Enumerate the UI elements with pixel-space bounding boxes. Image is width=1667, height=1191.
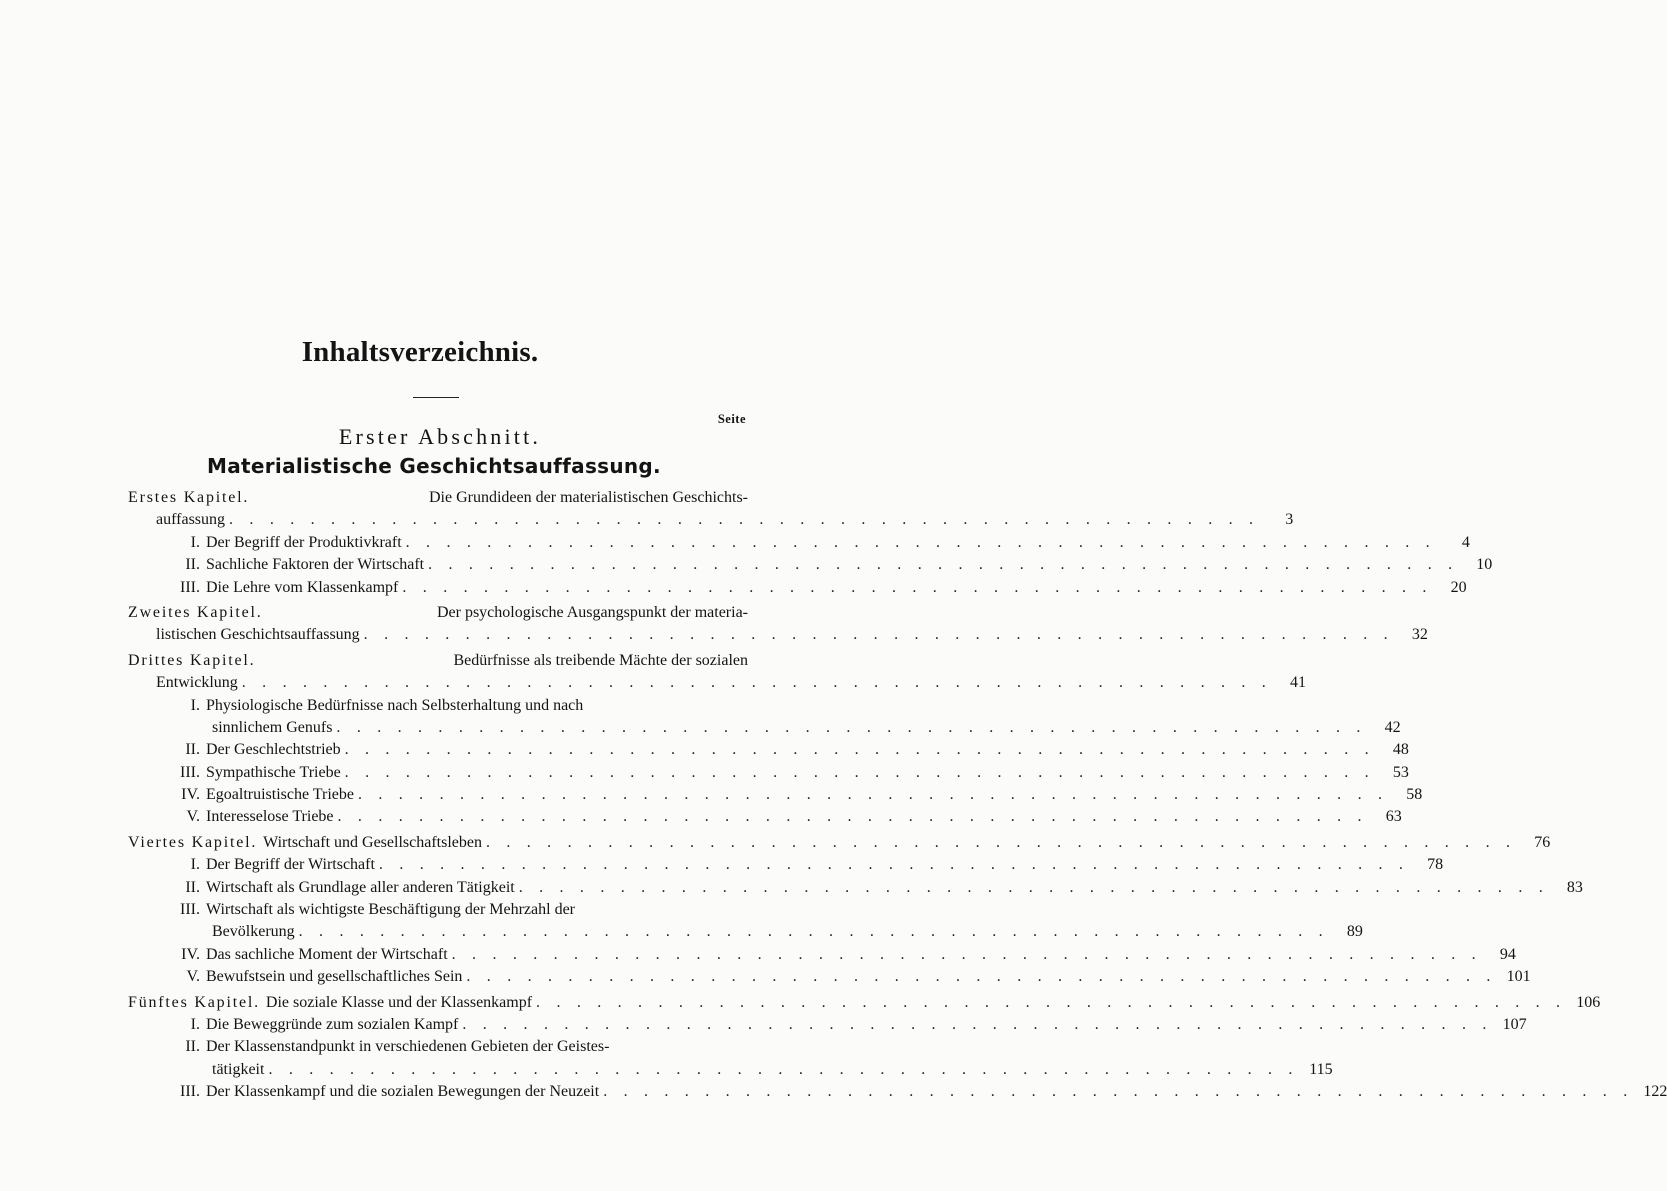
dot-leader: . . . . . . . . . . . . . . . . . . . . . . . . . . . . . . . . . . . . . . . . . . . . . . . . . . . [536, 993, 1567, 1011]
toc-subsection-row [128, 944, 1516, 966]
chapter-title-continued: Entwicklung [156, 674, 238, 692]
section-subtitle: Materialistische Geschichtsauffassung. [207, 454, 661, 478]
chapter-title: Bedürfnisse als treibende Mächte der sozialen [453, 651, 748, 669]
page-number: 106 [1576, 993, 1601, 1011]
chapter-heading-continuation [128, 624, 1428, 646]
dot-leader: . . . . . . . . . . . . . . . . . . . . . . . . . . . . . . . . . . . . . . . . . . . . . . . . . . . [363, 626, 1394, 644]
subsection-title: Sympathische Triebe [206, 763, 341, 781]
chapter-title: Der psychologische Ausgangspunkt der materia- [436, 603, 748, 621]
page-number: 53 [1392, 763, 1409, 781]
dot-leader: . . . . . . . . . . . . . . . . . . . . . . . . . . . . . . . . . . . . . . . . . . . . . . . . . . . [337, 808, 1368, 826]
subsection-number: V. [186, 808, 200, 826]
chapter-title-continued: auffassung [156, 511, 226, 529]
subsection-number: III. [180, 578, 200, 596]
subsection-title: Der Klassenkampf und die sozialen Bewegungen der Neuzeit [206, 1083, 600, 1101]
page-number: 42 [1384, 718, 1401, 736]
dot-leader: . . . . . . . . . . . . . . . . . . . . . . . . . . . . . . . . . . . . . . . . . . . . . . . . . . . [462, 1015, 1493, 1033]
page-number: 83 [1566, 878, 1583, 896]
subsection-number: III. [180, 901, 200, 919]
subsection-title: Das sachliche Moment der Wirtschaft [206, 945, 448, 963]
page-number: 78 [1427, 856, 1444, 874]
toc-chapter-entry [128, 989, 1667, 1104]
subsection-number: II. [185, 1038, 200, 1056]
title-divider [413, 397, 459, 398]
subsection-title: Wirtschaft als Grundlage aller anderen Tätigkeit [206, 878, 515, 896]
page-number: 20 [1450, 578, 1467, 596]
chapter-heading-row [128, 992, 1601, 1014]
subsection-title: Interesselose Triebe [206, 808, 334, 826]
page-number: 10 [1476, 556, 1493, 574]
page-number: 101 [1506, 968, 1531, 986]
chapter-heading-row [128, 832, 1551, 854]
subsection-number: I. [190, 696, 200, 714]
page-number: 63 [1385, 808, 1402, 826]
subsection-number: III. [180, 763, 200, 781]
subsection-title: Die Lehre vom Klassenkampf [206, 578, 399, 596]
subsection-title: Der Klassenstandpunkt in verschiedenen Gebieten der Geistes- [206, 1038, 610, 1056]
chapter-label: Drittes Kapitel. [128, 651, 256, 669]
subsection-title-continued: sinnlichem Genufs [212, 718, 333, 736]
table-of-contents [128, 487, 1667, 1104]
toc-subsection-row [128, 554, 1493, 576]
chapter-label: Viertes Kapitel. [128, 833, 258, 851]
toc-subsection-row [128, 966, 1531, 988]
dot-leader: . . . . . . . . . . . . . . . . . . . . . . . . . . . . . . . . . . . . . . . . . . . . . . . . . . . [402, 578, 1433, 596]
chapter-title: Wirtschaft und Gesellschaftsleben [263, 833, 482, 851]
dot-leader: . . . . . . . . . . . . . . . . . . . . . . . . . . . . . . . . . . . . . . . . . . . . . . . . . . . [268, 1060, 1299, 1078]
subsection-title-continued: tätigkeit [212, 1060, 265, 1078]
toc-subsection-continuation [128, 1059, 1333, 1081]
subsection-number: I. [190, 533, 200, 551]
page-number: 122 [1643, 1083, 1667, 1101]
page-title: Inhaltsverzeichnis. [301, 336, 539, 368]
toc-subsection-row [128, 784, 1423, 806]
page-number: 115 [1309, 1060, 1333, 1078]
page-number: 32 [1411, 626, 1428, 644]
subsection-number: II. [185, 741, 200, 759]
toc-chapter-entry [128, 829, 1583, 989]
dot-leader: . . . . . . . . . . . . . . . . . . . . . . . . . . . . . . . . . . . . . . . . . . . . . . . . . . . [378, 856, 1410, 874]
toc-subsection-row [128, 899, 748, 921]
chapter-title-continued: listischen Geschichtsauffassung [156, 626, 360, 644]
chapter-label: Fünftes Kapitel. [128, 993, 260, 1011]
chapter-heading-row [128, 487, 748, 509]
toc-subsection-row [128, 695, 748, 717]
subsection-title-continued: Bevölkerung [212, 923, 295, 941]
subsection-title: Der Geschlechtstrieb [206, 741, 341, 759]
subsection-number: IV. [181, 786, 200, 804]
dot-leader: . . . . . . . . . . . . . . . . . . . . . . . . . . . . . . . . . . . . . . . . . . . . . . . . . . . [344, 741, 1375, 759]
toc-subsection-row [128, 1014, 1527, 1036]
page-number: 4 [1461, 533, 1470, 551]
subsection-number: I. [190, 1015, 200, 1033]
page-number: 76 [1534, 833, 1551, 851]
toc-subsection-row [128, 1081, 1667, 1103]
subsection-title: Die Beweggründe zum sozialen Kampf [206, 1015, 459, 1033]
subsection-number: IV. [181, 945, 200, 963]
subsection-title: Egoaltruistische Triebe [206, 786, 354, 804]
dot-leader: . . . . . . . . . . . . . . . . . . . . . . . . . . . . . . . . . . . . . . . . . . . . . . . . . . . [451, 945, 1482, 963]
page-number: 107 [1502, 1015, 1527, 1033]
section-title: Erster Abschnitt. [338, 424, 542, 449]
dot-leader: . . . . . . . . . . . . . . . . . . . . . . . . . . . . . . . . . . . . . . . . . . . . . . . . . . . [603, 1083, 1634, 1101]
subsection-number: II. [185, 556, 200, 574]
chapter-label: Zweites Kapitel. [128, 603, 263, 621]
subsection-title: Wirtschaft als wichtigste Beschäftigung der Mehrzahl der [206, 901, 576, 919]
toc-subsection-row [128, 762, 1409, 784]
dot-leader: . . . . . . . . . . . . . . . . . . . . . . . . . . . . . . . . . . . . . . . . . . . . . . . . . . . [485, 833, 1517, 851]
page-column-label: Seite [717, 412, 746, 426]
dot-leader: . . . . . . . . . . . . . . . . . . . . . . . . . . . . . . . . . . . . . . . . . . . . . . . . . . . [229, 511, 1260, 529]
chapter-title: Die soziale Klasse und der Klassenkampf [265, 993, 533, 1011]
subsection-title: Der Begriff der Produktivkraft [206, 533, 402, 551]
subsection-title: Bewufstsein und gesellschaftliches Sein [206, 968, 463, 986]
subsection-number: I. [190, 856, 200, 874]
toc-subsection-row [128, 1036, 748, 1058]
subsection-title: Sachliche Faktoren der Wirtschaft [206, 556, 425, 574]
toc-subsection-row [128, 577, 1467, 599]
dot-leader: . . . . . . . . . . . . . . . . . . . . . . . . . . . . . . . . . . . . . . . . . . . . . . . . . . . [241, 674, 1272, 692]
dot-leader: . . . . . . . . . . . . . . . . . . . . . . . . . . . . . . . . . . . . . . . . . . . . . . . . . . . [344, 763, 1375, 781]
page-number: 3 [1285, 511, 1294, 529]
toc-subsection-continuation [128, 717, 1401, 739]
chapter-label: Erstes Kapitel. [128, 489, 250, 506]
subsection-number: III. [180, 1083, 200, 1101]
subsection-title: Physiologische Bedürfnisse nach Selbsterhaltung und nach [206, 696, 584, 714]
chapter-heading-continuation [128, 509, 1294, 531]
chapter-heading-row [128, 602, 748, 624]
subsection-number: V. [186, 968, 200, 986]
page-number: 58 [1406, 786, 1423, 804]
toc-subsection-row [128, 854, 1444, 876]
page-number: 89 [1346, 923, 1363, 941]
dot-leader: . . . . . . . . . . . . . . . . . . . . . . . . . . . . . . . . . . . . . . . . . . . . . . . . . . . [298, 923, 1329, 941]
toc-chapter-entry [128, 487, 1493, 599]
subsection-title: Der Begriff der Wirtschaft [206, 856, 375, 874]
toc-subsection-row [128, 877, 1583, 899]
toc-subsection-row [128, 532, 1470, 554]
chapter-title: Die Grundideen der materialistischen Geschichts- [429, 489, 748, 506]
dot-leader: . . . . . . . . . . . . . . . . . . . . . . . . . . . . . . . . . . . . . . . . . . . . . . . . . . . [466, 968, 1497, 986]
dot-leader: . . . . . . . . . . . . . . . . . . . . . . . . . . . . . . . . . . . . . . . . . . . . . . . . . . . [405, 533, 1436, 551]
toc-subsection-row [128, 739, 1409, 761]
toc-subsection-continuation [128, 921, 1363, 943]
dot-leader: . . . . . . . . . . . . . . . . . . . . . . . . . . . . . . . . . . . . . . . . . . . . . . . . . . . [518, 878, 1549, 896]
page-number: 94 [1499, 945, 1516, 963]
dot-leader: . . . . . . . . . . . . . . . . . . . . . . . . . . . . . . . . . . . . . . . . . . . . . . . . . . . [428, 556, 1459, 574]
page-number: 41 [1289, 674, 1306, 692]
page-number: 48 [1392, 741, 1409, 759]
toc-chapter-entry [128, 647, 1423, 829]
toc-chapter-entry [128, 599, 1428, 647]
chapter-heading-row [128, 650, 748, 672]
dot-leader: . . . . . . . . . . . . . . . . . . . . . . . . . . . . . . . . . . . . . . . . . . . . . . . . . . . [336, 718, 1367, 736]
dot-leader: . . . . . . . . . . . . . . . . . . . . . . . . . . . . . . . . . . . . . . . . . . . . . . . . . . . [357, 786, 1389, 804]
toc-subsection-row [128, 806, 1402, 828]
chapter-heading-continuation [128, 672, 1306, 694]
subsection-number: II. [185, 878, 200, 896]
